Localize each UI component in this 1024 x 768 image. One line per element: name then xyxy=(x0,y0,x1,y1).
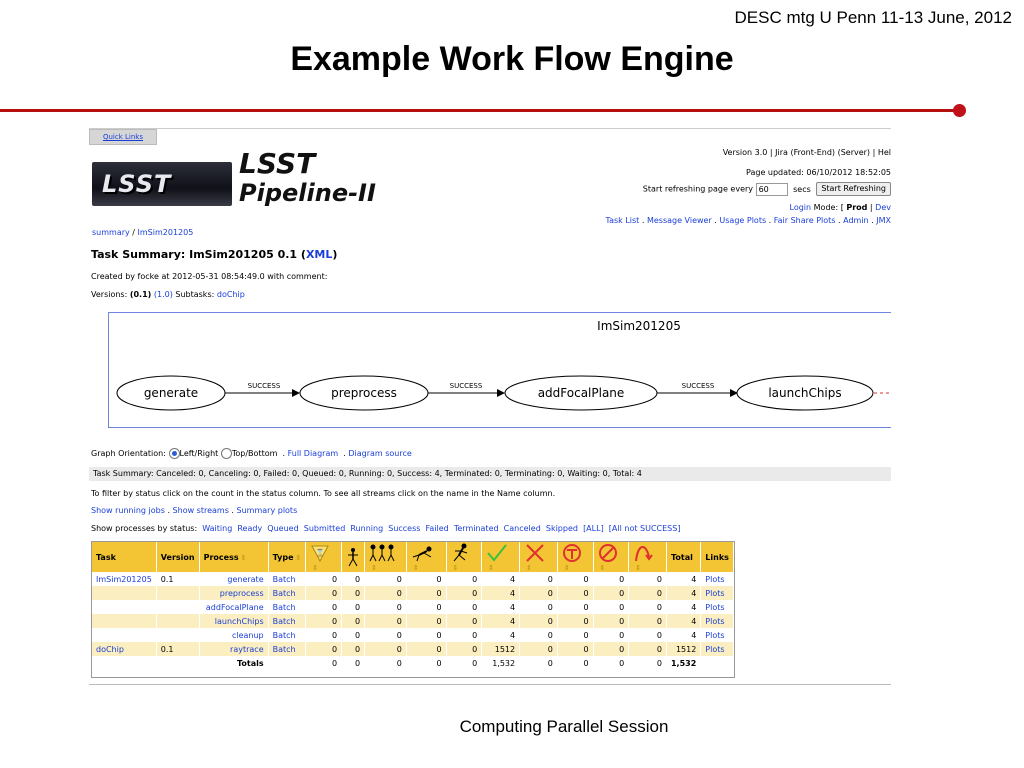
col-running[interactable]: ⇕ xyxy=(446,542,482,572)
status-waiting[interactable]: Waiting xyxy=(202,524,233,533)
status-filter: Show processes by status: Waiting Ready Queued Submitted Running Success Failed Terminated Canceled Skipped [ALL] [All not SUCCESS] xyxy=(91,524,681,533)
waiting-icon xyxy=(310,543,330,563)
totals-count: 0 xyxy=(629,656,667,670)
table-row xyxy=(92,586,734,600)
col-canceled[interactable]: ⇕ xyxy=(593,542,629,572)
nav-fair-share-plots[interactable]: Fair Share Plots xyxy=(773,216,836,225)
status-queued[interactable]: Queued xyxy=(267,524,299,533)
table-cell-count[interactable]: 0 xyxy=(557,572,593,586)
mode-prod[interactable]: Prod xyxy=(846,203,868,212)
totals-count: 0 xyxy=(446,656,482,670)
failed-icon xyxy=(524,543,546,563)
table-cell-count[interactable]: 0 xyxy=(406,628,446,642)
status-canceled[interactable]: Canceled xyxy=(503,524,541,533)
table-cell-count[interactable]: 0 xyxy=(365,614,407,628)
table-cell-count[interactable]: 0 xyxy=(593,586,629,600)
diagram-title: ImSim201205 xyxy=(597,319,681,333)
table-cell-process[interactable]: preprocess xyxy=(199,586,268,600)
table-cell-type: Batch xyxy=(268,628,306,642)
table-cell-count[interactable]: 0 xyxy=(446,572,482,586)
totals-label: Totals xyxy=(199,656,268,670)
plots-link[interactable]: Plots xyxy=(701,600,734,614)
process-table xyxy=(92,542,734,670)
table-cell-count[interactable]: 0 xyxy=(365,586,407,600)
table-cell-process[interactable]: addFocalPlane xyxy=(199,600,268,614)
col-links[interactable]: Links xyxy=(701,542,734,572)
table-cell-count[interactable]: 0 xyxy=(593,628,629,642)
table-cell-total: 4 xyxy=(666,586,700,600)
table-cell-type: Batch xyxy=(268,600,306,614)
slide-title: Example Work Flow Engine xyxy=(290,40,734,78)
nav-message-viewer[interactable]: Message Viewer xyxy=(646,216,712,225)
table-cell-count[interactable]: 0 xyxy=(520,600,558,614)
table-cell-count[interactable]: 0 xyxy=(342,642,365,656)
plots-link[interactable]: Plots xyxy=(701,628,734,642)
table-cell-count[interactable]: 0 xyxy=(593,614,629,628)
totals-count: 0 xyxy=(593,656,629,670)
plots-link[interactable]: Plots xyxy=(701,572,734,586)
skipped-icon xyxy=(633,543,655,563)
bottom-rule xyxy=(89,684,891,685)
table-cell-count[interactable]: 0 xyxy=(342,628,365,642)
nav-jmx[interactable]: JMX xyxy=(876,216,891,225)
table-cell-count[interactable]: 0 xyxy=(406,614,446,628)
table-cell-version xyxy=(156,628,199,642)
xml-link[interactable]: XML xyxy=(305,248,333,261)
table-cell-count[interactable]: 0 xyxy=(342,586,365,600)
logo-title: LSST xyxy=(239,147,316,180)
version-current: (0.1) xyxy=(129,290,152,299)
start-refreshing-button[interactable]: Start Refreshing xyxy=(816,182,891,196)
col-success[interactable]: ⇕ xyxy=(482,542,520,572)
table-cell-count[interactable]: 0 xyxy=(406,572,446,586)
table-cell-type: Batch xyxy=(268,586,306,600)
status-ready[interactable]: Ready xyxy=(237,524,263,533)
workflow-diagram xyxy=(108,312,891,428)
breadcrumb: summary / ImSim201205 xyxy=(92,228,194,237)
nav-task-list[interactable]: Task List xyxy=(605,216,640,225)
col-process[interactable]: Process ⇕ xyxy=(199,542,268,572)
table-cell-count[interactable]: 0 xyxy=(306,642,342,656)
table-cell-count[interactable]: 4 xyxy=(482,614,520,628)
table-cell-version xyxy=(156,600,199,614)
subtask-link[interactable]: doChip xyxy=(216,290,245,299)
totals-count: 0 xyxy=(557,656,593,670)
pipeline-screenshot xyxy=(89,128,891,686)
top-bar xyxy=(89,128,891,144)
table-cell-count[interactable]: 0 xyxy=(365,572,407,586)
show-running-jobs-link[interactable]: Show running jobs xyxy=(91,506,165,515)
col-type[interactable]: Type ⇕ xyxy=(268,542,306,572)
divider-dot xyxy=(953,104,966,117)
page-updated: Page updated: 06/10/2012 18:52:05 xyxy=(746,168,891,177)
totals-count: 0 xyxy=(406,656,446,670)
table-cell-count[interactable]: 0 xyxy=(365,628,407,642)
table-cell-process[interactable]: raytrace xyxy=(199,642,268,656)
login-link[interactable]: Login xyxy=(789,203,812,212)
totals-count: 1,532 xyxy=(482,656,520,670)
table-cell-count[interactable]: 0 xyxy=(446,600,482,614)
workflow-graph xyxy=(109,313,891,427)
table-cell-count[interactable]: 0 xyxy=(306,586,342,600)
table-cell-count[interactable]: 0 xyxy=(520,628,558,642)
totals-count: 0 xyxy=(365,656,407,670)
slide-header: DESC mtg U Penn 11-13 June, 2012 xyxy=(734,8,1012,27)
queued-icon xyxy=(369,543,395,563)
table-cell-count[interactable]: 0 xyxy=(557,614,593,628)
quick-links-tab[interactable]: Quick Links xyxy=(89,129,157,145)
breadcrumb-summary[interactable]: summary xyxy=(92,228,130,237)
mode-line: Login Mode: [ Prod | Dev xyxy=(789,203,891,212)
table-cell-empty xyxy=(92,656,156,670)
table-cell-type: Batch xyxy=(268,614,306,628)
table-cell-version xyxy=(156,586,199,600)
table-cell-type: Batch xyxy=(268,642,306,656)
table-cell-count[interactable]: 0 xyxy=(520,614,558,628)
edge-label-3: SUCCESS xyxy=(681,382,715,390)
diagram-source-link[interactable]: Diagram source xyxy=(348,449,412,458)
table-cell-count[interactable]: 0 xyxy=(446,586,482,600)
lsst-logo-image: LSST xyxy=(92,162,232,206)
col-waiting[interactable]: ⌛ ⇕ xyxy=(306,542,342,572)
table-cell-count[interactable]: 0 xyxy=(520,586,558,600)
table-row xyxy=(92,600,734,614)
running-icon xyxy=(451,543,471,563)
table-cell-version: 0.1 xyxy=(156,642,199,656)
col-ready[interactable] xyxy=(342,542,365,572)
table-cell-total: 4 xyxy=(666,572,700,586)
table-cell-task xyxy=(92,586,156,600)
page-title: Task Summary: ImSim201205 0.1 (XML) xyxy=(91,248,338,261)
status-all-not-success[interactable]: [All not SUCCESS] xyxy=(608,524,681,533)
created-by: Created by focke at 2012-05-31 08:54:49.0 with comment: xyxy=(91,272,328,281)
title-divider xyxy=(0,109,958,112)
stream-links: Show running jobs . Show streams . Summary plots xyxy=(91,506,298,515)
status-success[interactable]: Success xyxy=(388,524,421,533)
graph-orientation: Graph Orientation: Left/Right Top/Bottom . Full Diagram . Diagram source xyxy=(91,449,412,458)
slide-footer: Computing Parallel Session xyxy=(459,717,669,736)
totals-count: 0 xyxy=(342,656,365,670)
status-submitted[interactable]: Submitted xyxy=(303,524,346,533)
table-cell-count[interactable]: 0 xyxy=(629,642,667,656)
table-cell-total: 4 xyxy=(666,614,700,628)
status-running[interactable]: Running xyxy=(350,524,384,533)
terminated-icon xyxy=(562,543,582,563)
nav-usage-plots[interactable]: Usage Plots xyxy=(719,216,767,225)
col-task[interactable]: Task xyxy=(92,542,156,572)
canceled-icon xyxy=(598,543,618,563)
table-cell-count[interactable]: 1512 xyxy=(482,642,520,656)
table-cell-task xyxy=(92,628,156,642)
col-total[interactable]: Total xyxy=(666,542,700,572)
table-cell-task xyxy=(92,600,156,614)
radio-top-bottom[interactable] xyxy=(221,448,232,459)
mode-dev[interactable]: Dev xyxy=(875,203,891,212)
table-cell-count[interactable]: 0 xyxy=(629,572,667,586)
totals-count: 0 xyxy=(306,656,342,670)
table-cell-process[interactable]: cleanup xyxy=(199,628,268,642)
table-cell-count[interactable]: 0 xyxy=(629,628,667,642)
table-cell-count[interactable]: 0 xyxy=(342,572,365,586)
submitted-icon xyxy=(411,543,435,563)
table-cell-count[interactable]: 0 xyxy=(306,572,342,586)
refresh-controls: Start refreshing page every 60 secs Start Refreshing xyxy=(643,182,891,196)
table-cell-type: Batch xyxy=(268,572,306,586)
full-diagram-link[interactable]: Full Diagram xyxy=(287,449,339,458)
col-failed[interactable]: ⇕ xyxy=(520,542,558,572)
node-label-generate: generate xyxy=(143,386,199,400)
status-skipped[interactable]: Skipped xyxy=(545,524,578,533)
table-cell-count[interactable]: 0 xyxy=(593,600,629,614)
table-cell-count[interactable]: 0 xyxy=(342,614,365,628)
col-skipped[interactable]: ⇕ xyxy=(629,542,667,572)
node-label-launchchips: launchChips xyxy=(768,386,842,400)
table-cell-count[interactable]: 0 xyxy=(629,586,667,600)
table-row xyxy=(92,628,734,642)
nav-admin[interactable]: Admin xyxy=(843,216,869,225)
task-summary-bar: Task Summary: Canceled: 0, Canceling: 0, Failed: 0, Queued: 0, Running: 0, Success: 4, Terminated: 0, Terminating: 0, Waiting: 0, Total: 4 xyxy=(89,467,891,481)
totals-count: 0 xyxy=(520,656,558,670)
ready-icon xyxy=(346,547,360,567)
table-cell-count[interactable]: 0 xyxy=(629,614,667,628)
table-cell-count[interactable]: 4 xyxy=(482,600,520,614)
table-cell-count[interactable]: 0 xyxy=(629,600,667,614)
node-label-preprocess: preprocess xyxy=(331,386,397,400)
totals-total: 1,532 xyxy=(666,656,700,670)
status-failed[interactable]: Failed xyxy=(425,524,449,533)
col-version[interactable]: Version xyxy=(156,542,199,572)
filter-note: To filter by status click on the count in the status column. To see all streams click on the name in the Name column. xyxy=(91,489,556,498)
table-cell-count[interactable]: 0 xyxy=(306,628,342,642)
version-link[interactable]: (1.0) xyxy=(153,290,173,299)
node-label-addfocalplane: addFocalPlane xyxy=(537,386,625,400)
table-cell-process[interactable]: generate xyxy=(199,572,268,586)
table-cell-task[interactable]: ImSim201205 xyxy=(92,572,156,586)
table-cell-count[interactable]: 0 xyxy=(365,600,407,614)
table-cell-empty xyxy=(268,656,306,670)
table-cell-count[interactable]: 4 xyxy=(482,628,520,642)
status-all[interactable]: [ALL] xyxy=(583,524,604,533)
svg-text:⌛: ⌛ xyxy=(316,548,325,557)
logo-subtitle: Pipeline-II xyxy=(239,179,376,207)
table-row xyxy=(92,642,734,656)
table-row xyxy=(92,614,734,628)
table-cell-total: 1512 xyxy=(666,642,700,656)
versions-line: Versions: (0.1) (1.0) Subtasks: doChip xyxy=(91,290,245,299)
totals-row xyxy=(92,656,734,670)
table-cell-empty xyxy=(156,656,199,670)
radio-left-right[interactable] xyxy=(169,448,180,459)
summary-plots-link[interactable]: Summary plots xyxy=(236,506,298,515)
table-cell-count[interactable]: 0 xyxy=(365,642,407,656)
col-queued[interactable]: ⇕ xyxy=(365,542,407,572)
table-cell-count[interactable]: 0 xyxy=(306,614,342,628)
process-table-body xyxy=(92,572,734,670)
nav-links: Task List . Message Viewer . Usage Plots . Fair Share Plots . Admin . JMX xyxy=(605,216,891,225)
edge-label-1: SUCCESS xyxy=(247,382,281,390)
plots-link[interactable]: Plots xyxy=(701,642,734,656)
table-cell-count[interactable]: 0 xyxy=(446,614,482,628)
show-streams-link[interactable]: Show streams xyxy=(172,506,229,515)
table-cell-task xyxy=(92,614,156,628)
success-icon xyxy=(486,543,508,563)
table-cell-count[interactable]: 0 xyxy=(406,586,446,600)
status-terminated[interactable]: Terminated xyxy=(453,524,499,533)
table-cell-count[interactable]: 0 xyxy=(520,572,558,586)
table-cell-process[interactable]: launchChips xyxy=(199,614,268,628)
table-cell-count[interactable]: 0 xyxy=(306,600,342,614)
table-cell-count[interactable]: 0 xyxy=(446,628,482,642)
plots-link[interactable]: Plots xyxy=(701,614,734,628)
col-terminated[interactable]: ⇕ xyxy=(557,542,593,572)
table-cell-count[interactable]: 0 xyxy=(593,642,629,656)
table-cell-task[interactable]: doChip xyxy=(92,642,156,656)
table-cell-total: 4 xyxy=(666,628,700,642)
table-cell-count[interactable]: 0 xyxy=(557,642,593,656)
table-cell-count[interactable]: 0 xyxy=(593,572,629,586)
refresh-interval-input[interactable]: 60 xyxy=(756,183,788,196)
plots-link[interactable]: Plots xyxy=(701,586,734,600)
table-cell-version: 0.1 xyxy=(156,572,199,586)
table-cell-total: 4 xyxy=(666,600,700,614)
table-cell-count[interactable]: 0 xyxy=(557,628,593,642)
table-cell-count[interactable]: 0 xyxy=(406,642,446,656)
table-cell-count[interactable]: 4 xyxy=(482,586,520,600)
version-line[interactable]: Version 3.0 | Jira (Front-End) (Server) | Hel xyxy=(722,148,891,157)
table-cell-count[interactable]: 0 xyxy=(446,642,482,656)
table-cell-count[interactable]: 0 xyxy=(406,600,446,614)
col-submitted[interactable]: ⇕ xyxy=(406,542,446,572)
table-row xyxy=(92,572,734,586)
table-cell-version xyxy=(156,614,199,628)
breadcrumb-task[interactable]: ImSim201205 xyxy=(137,228,194,237)
table-cell-count[interactable]: 0 xyxy=(557,600,593,614)
table-cell-count[interactable]: 0 xyxy=(557,586,593,600)
edge-label-2: SUCCESS xyxy=(449,382,483,390)
table-cell-count[interactable]: 0 xyxy=(342,600,365,614)
process-table-container xyxy=(91,541,735,678)
table-cell-count[interactable]: 0 xyxy=(520,642,558,656)
table-cell-empty xyxy=(701,656,734,670)
table-cell-count[interactable]: 4 xyxy=(482,572,520,586)
